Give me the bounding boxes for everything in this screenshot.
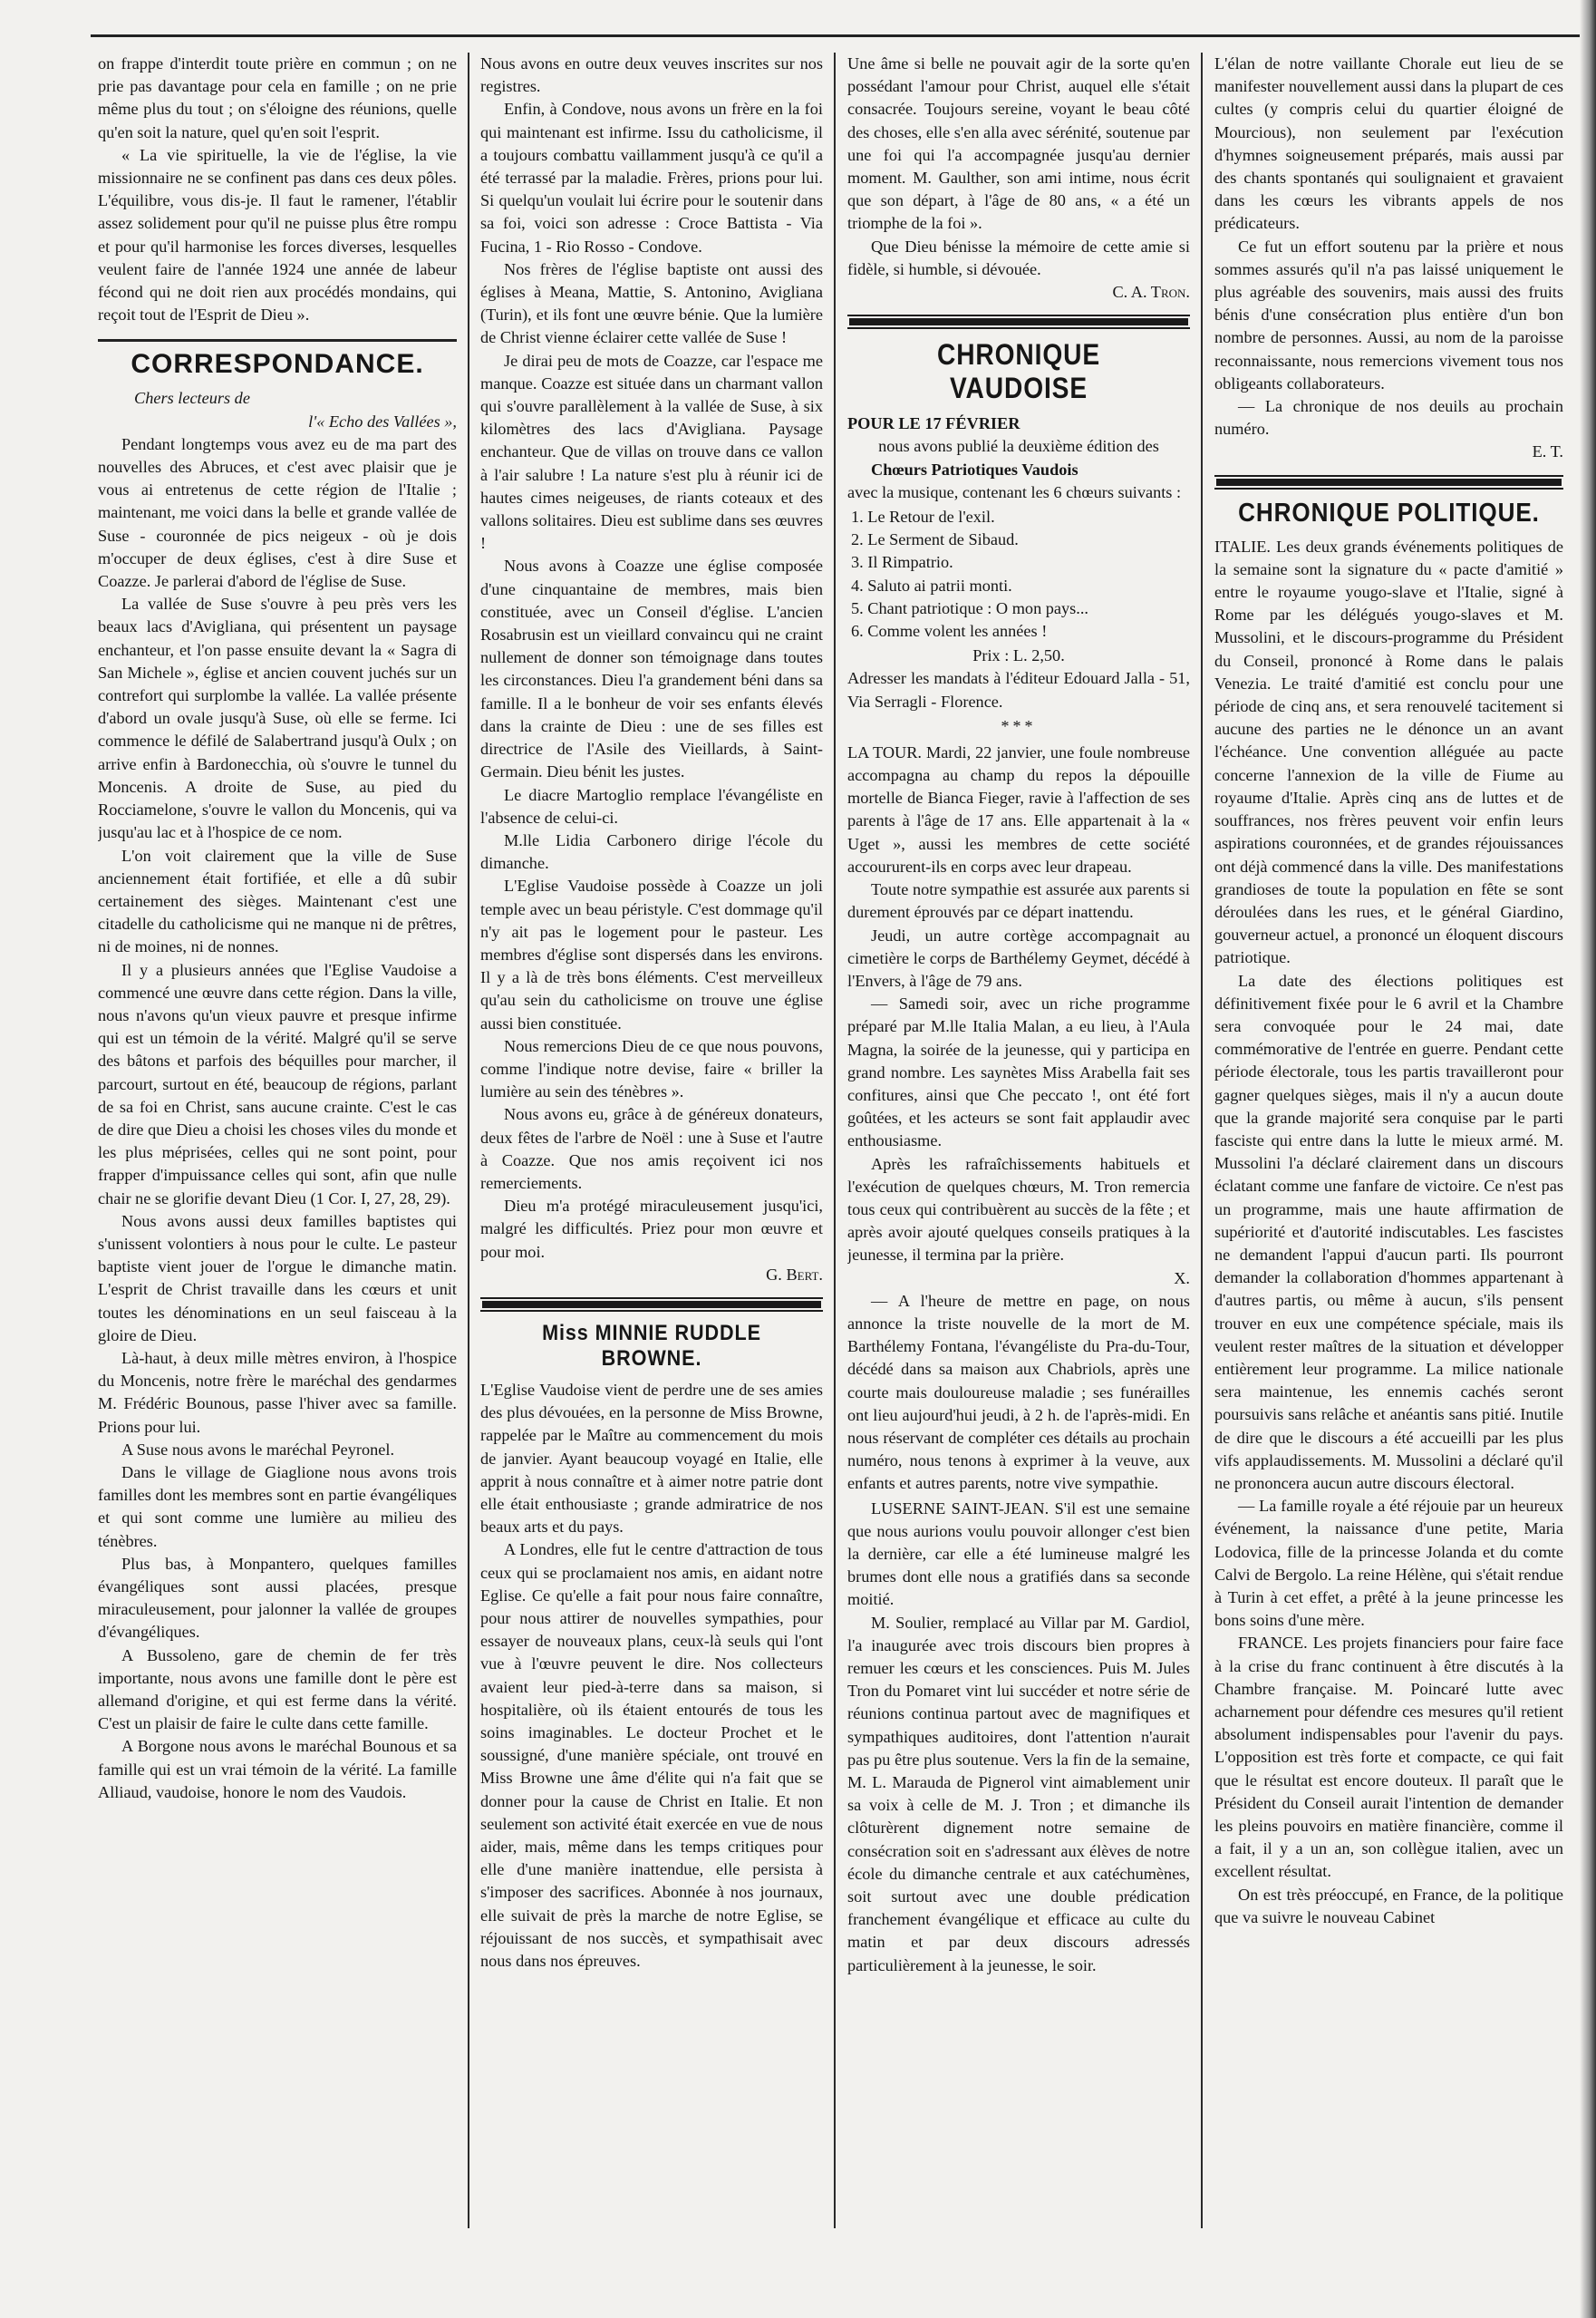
column-4 <box>1214 53 1563 2228</box>
section-rule <box>480 1297 823 1312</box>
signature: C. A. Tron. <box>1112 283 1190 302</box>
paragraph: Pendant longtemps vous avez eu de ma part des nouvelles des Abruces, et c'est avec plaisir que je vous ai entretenus de cette région de l'Italie ; maintenant, me voici dans la belle et grande vallée de Suse - couronnée de pics neigeux - où je dois m'occuper de deux églises, c'est à dire Suse et Coazze. Je parlerai d'abord de l'église de Suse. <box>98 434 457 591</box>
section-rule <box>1214 475 1563 490</box>
song-list <box>847 506 1190 643</box>
paragraph: Nous remercions Dieu de ce que nous pouvons, comme l'indique notre devise, faire « briller la lumière au sein des ténèbres ». <box>480 1036 823 1101</box>
salutation: l'« Echo des Vallées », <box>308 412 457 431</box>
paragraph: L'Eglise Vaudoise vient de perdre une de ses amies des plus dévouées, en la personne de Miss Browne, rappelée par le Maître au commencement du mois de janvier. Ayant beaucoup voyagé en Italie, elle apprit à nous connaître et à aimer notre patrie dont elle était enthousiaste ; grande admiratrice de nos beaux arts et du pays. <box>480 1380 823 1537</box>
paragraph: Plus bas, à Monpantero, quelques familles évangéliques sont aussi placées, presque miraculeusement, pour jalonner la vallée de groupes d'évangéliques. <box>98 1554 457 1642</box>
paragraph: Nos frères de l'église baptiste ont aussi des églises à Meana, Mattie, S. Antonino, Avigliana (Turin), et ils font une œuvre bénie. Que la lumière de Christ vienne éclairer cette vallée de Suse ! <box>480 259 823 347</box>
paragraph: avec la musique, contenant les 6 chœurs suivants : <box>847 482 1182 501</box>
paragraph: Nous avons aussi deux familles baptistes qui s'unissent volontiers à nous pour le culte. Le pasteur baptiste vient jouer de l'orgue le dimanche matin. L'esprit de Christ travaille dans les cœurs et unit toutes les dénominations en un seul faisceau à la gloire de Dieu. <box>98 1211 457 1344</box>
paragraph: Dans le village de Giaglione nous avons trois familles dont les membres sont en partie évangéliques et qui sont comme une lumière au milieu des ténèbres. <box>98 1462 457 1550</box>
paragraph: A Borgone nous avons le maréchal Bounous et sa famille qui est un vrai témoin de la vérité. La famille Alliaud, vaudoise, honore le nom des Vaudois. <box>98 1737 457 1801</box>
paragraph: Je dirai peu de mots de Coazze, car l'espace me manque. Coazze est située dans un charmant vallon qui s'ouvre parallèlement à la vallée de Suse, à six kilomètres des lacs d'Avigliana. Paysage enchanteur. Que de villas on trouve dans ce vallon à l'air salubre ! La nature s'est plu à réunir ici de hautes cimes neigeuses, de riants coteaux et des vallons solitaires. Dieu est sublime dans ses œuvres ! <box>480 351 823 553</box>
paragraph: La vallée de Suse s'ouvre à peu près vers les beaux lacs d'Avigliana, qui présentent un paysage enchanteur, et l'on passe ensuite devant la « Sagra di San Michele », église et ancien couvent juchés sur un contrefort qui surplombe la vallée. La vallée présente d'abord un ovale jusqu'à Suse, où elle se ferme. Ici commence le défilé de Salabertrand jusqu'à Oulx ; on arrive enfin à Bardonecchia, où s'ouvre le tunnel du Moncenis. A droite de Suse, au pied du Rocciamelone, s'ouvre le vallon du Moncenis, qui va jusqu'au lac et à l'hospice de ce nom. <box>98 595 457 842</box>
column-separator <box>1201 53 1203 2228</box>
list-item: 1. Le Retour de l'exil. <box>851 508 995 527</box>
paragraph: Il y a plusieurs années que l'Eglise Vaudoise a commencé une œuvre dans cette région. Dans la ville, nous n'avons qu'un vieux pauvre et presque infirme qui est un témoin de la vérité. Malgré qu'il se serve des bâtons et parfois des béquilles pour marcher, il parcourt, surtout en été, beaucoup de régions, parlant de sa foi en Christ, sans aucune crainte. C'est le cas de dire que Dieu a choisi les choses viles du monde et les plus méprisées, celles qui ne sont point, pour frapper d'impuissance celles qui sont, afin que nulle chair ne se glorifie devant Dieu (1 Cor. I, 27, 28, 29). <box>98 960 457 1207</box>
paragraph: Après les rafraîchissements habituels et l'exécution de quelques chœurs, M. Tron remercia tous ceux qui contribuèrent au succès de la fête ; et après avoir ajouté quelques conseils pratiques à la jeunesse, il termina par la prière. <box>847 1154 1190 1265</box>
top-rule <box>91 34 1596 37</box>
paragraph: Adresser les mandats à l'éditeur Edouard Jalla - 51, Via Serragli - Florence. <box>847 669 1190 711</box>
paragraph: A Bussoleno, gare de chemin de fer très importante, nous avons une famille dont le père est allemand d'origine, et qui est ferme dans la vérité. C'est un plaisir de faire le culte dans cette famille. <box>98 1645 457 1733</box>
paragraph: Nous avons eu, grâce à de généreux donateurs, deux fêtes de l'arbre de Noël : une à Suse et l'autre à Coazze. Que nos amis reçoivent ici nos remerciements. <box>480 1105 823 1192</box>
paragraph: Que Dieu bénisse la mémoire de cette amie si fidèle, si humble, si dévouée. <box>847 237 1190 278</box>
paragraph: — La famille royale a été réjouie par un heureux événement, la naissance d'une petite, Maria Lodovica, fille de la princesse Jolanda et du comte Calvi de Bergolo. La reine Hélène, qui s'était rendue à Turin à cet effet, a prêté à la jeune princesse les bons soins d'une mère. <box>1214 1497 1563 1630</box>
signature: X. <box>1174 1268 1190 1287</box>
salutation: Chers lecteurs de <box>134 389 250 408</box>
correspondance-heading: CORRESPONDANCE. <box>131 349 424 380</box>
paragraph: « La vie spirituelle, la vie de l'église, la vie missionnaire ne se confinent pas dans ces deux pôles. L'équilibre, vous dis-je. Il faut le ramener, l'établir assez solidement pour qu'il ne puisse plus être rompu et pour qu'il harmonise les forces diverses, lesquelles veulent faire de l'année 1924 une année de labeur fécond qui ne doit rien aux procédés mondains, qui reçoit tout de l'Esprit de Dieu ». <box>98 145 457 325</box>
paragraph: Enfin, à Condove, nous avons un frère en la foi qui maintenant est infirme. Issu du catholicisme, il a toujours combattu vaillamment jusqu'à ce qu'il a été terrassé par la maladie. Frères, prions pour lui. Si quelqu'un voulait lui écrire pour le soutenir dans sa foi, voici son adresse : Croce Battista - Via Fucina, 1 - Rio Rosso - Condove. <box>480 100 823 256</box>
paragraph: Nous avons à Coazze une église composée d'une cinquantaine de membres, mais bien constituée, avec un Conseil d'église. L'ancien Rosabrusin est un vieillard convaincu qui ne craint nullement de donner son témoignage dans toutes les circonstances. Dieu l'a grandement béni dans sa famille. Il a le bonheur de voir ses enfants élevés dans la crainte de Dieu : une de ses filles est directrice de l'Asile des Vieillards, à Saint-Germain. Dieu bénit les justes. <box>480 557 823 781</box>
section-rule <box>847 315 1190 329</box>
paragraph: nous avons publié la deuxième édition des <box>878 437 1159 456</box>
paragraph: M. Soulier, remplacé au Villar par M. Gardiol, l'a inaugurée avec trois discours bien propres à remuer les cœurs et les consciences. Puis M. Jules Tron du Pomaret vint lui succéder et notre série de réunions continua partout avec de magnifiques et sympathiques auditoires, dont l'attention n'aurait pas pu être plus soutenue. Vers la fin de la semaine, M. L. Marauda de Pignerol vint aimablement unir sa voix à celle de M. J. Tron ; et dimanche ils clôturèrent dignement notre semaine de consécration soit en s'adressant aux élèves de notre école du dimanche centrale et aux catéchumènes, soit surtout avec une double prédication franchement évangélique et efficace au culte du matin et par deux discours adressés particulièrement à la jeunesse, le soir. <box>847 1613 1190 1974</box>
paragraph: M.lle Lidia Carbonero dirige l'école du dimanche. <box>480 830 823 873</box>
signature: E. T. <box>1532 442 1563 461</box>
paragraph: Le diacre Martoglio remplace l'évangéliste en l'absence de celui-ci. <box>480 785 823 827</box>
section-rule <box>98 339 457 342</box>
paragraph: La date des élections politiques est définitivement fixée pour le 6 avril et la Chambre sera convoquée pour le 24 mai, date commémorative de l'entrée en guerre. Pendant cette période électorale, tous les partis travailleront pour gagner quelques sièges, mais il n'y a aucun doute que la grande majorité sera conquise par le parti fasciste qui entre dans la lutte le mieux armé. M. Mussolini l'a déclaré clairement dans un discours éclatant comme une fanfare de victoire. Ce n'est pas un programme, mais une haute affirmation de supériorité et d'autorité indiscutables. Les fascistes ne demandent l'appui d'aucun parti. Ils pourront demander la collaboration d'hommes appartenant à d'autres partis, ou même à aucun, s'ils pensent trouver en eux une compétence spéciale, mais ils veulent rester maîtres de la situation et développer entièrement leur programme. La milice nationale sera maintenue, les ennemis cachés seront poursuivis sans relâche et anéantis sans pitié. Inutile de dire que le discours a été accueilli par les plus vifs applaudissements. M. Mussolini a déclaré qu'il ne prononcera aucun autre discours électoral. <box>1214 971 1563 1492</box>
column-2 <box>480 53 823 2228</box>
list-item: 4. Saluto ai patrii monti. <box>851 576 1012 595</box>
minnie-browne-heading: Miss MINNIE RUDDLE BROWNE. <box>542 1320 761 1371</box>
list-item: 6. Comme volent les années ! <box>851 622 1048 641</box>
column-separator <box>834 53 836 2228</box>
separator-stars: *** <box>1001 716 1037 735</box>
paragraph: L'élan de notre vaillante Chorale eut lieu de se manifester nouvellement aussi dans la plupart de ces cultes (y compris celui du quartier éloigné de Mourcious), non seulement par l'exécution d'hymnes soigneusement préparés, mais aussi par des chants spontanés qui soulignaient et gravaient dans les cœurs les vibrants appels de nos prédicateurs. <box>1214 54 1563 233</box>
paragraph: Dieu m'a protégé miraculeusement jusqu'ici, malgré les difficultés. Priez pour mon œuvre et pour moi. <box>480 1197 823 1261</box>
list-item: 3. Il Rimpatrio. <box>851 553 953 572</box>
chronique-vaudoise-heading: CHRONIQUE VAUDOISE <box>936 338 1101 405</box>
paragraph: — A l'heure de mettre en page, on nous annonce la triste nouvelle de la mort de M. Barthélemy Fontana, l'évangéliste du Pra-du-Tour, décédé dans sa maison aux Chabriols, après une courte mais douloureuse maladie ; ses funérailles ont lieu aujourd'hui jeudi, à 2 h. de l'après-midi. En nous réservant de compléter ces détails au prochain numéro, nous tenons à exprimer à la veuve, aux enfants et autres parents, notre vive sympathie. <box>847 1291 1190 1493</box>
column-1 <box>98 53 457 2228</box>
paragraph: Nous avons en outre deux veuves inscrites sur nos registres. <box>480 54 823 96</box>
paragraph: — Samedi soir, avec un riche programme préparé par M.lle Italia Malan, a eu lieu, à l'Aula Magna, la soirée de la jeunesse, qui y participa en grand nombre. Les saynètes Miss Arabella fait ses confitures, ainsi que Che peccato !, ont été fort goûtées, et les acteurs se sont fait applaudir avec enthousiasme. <box>847 994 1190 1150</box>
column-separator <box>468 53 469 2228</box>
subheading: Chœurs Patriotiques Vaudois <box>871 460 1079 479</box>
scan-edge-shadow <box>1580 0 1596 2318</box>
subheading: POUR LE 17 FÉVRIER <box>847 414 1020 433</box>
list-item: 2. Le Serment de Sibaud. <box>851 530 1019 549</box>
paragraph: A Londres, elle fut le centre d'attraction de tous ceux qui se proclamaient nos amis, en aidant notre Eglise. Ce qu'elle a fait pour nous faire connaître, pour nous attirer de nouvelles sympathies, pour essayer de nouveaux plans, ceux-là seuls qui l'ont vue à l'œuvre peuvent le dire. Nos collecteurs avaient leur pied-à-terre dans sa maison, si hospitalière, où ils étaient entourés de tous les soins imaginables. Le docteur Prochet et le soussigné, d'une manière spéciale, ont trouvé en Miss Browne une âme d'élite qui n'a fait que se donner pour la cause de Christ en Italie. Et non seulement son activité était exercée en vue de nous aider, mais, même dans les temps critiques pour elle d'une manière inattendue, elle persista à s'imposer des sacrifices. Abonnée à nos journaux, elle suivait de près la marche de notre Eglise, se réjouissant de nos succès, et sympathisait avec nous dans nos épreuves. <box>480 1540 823 1971</box>
paragraph: Ce fut un effort soutenu par la prière et nous sommes assurés qu'il n'a pas laissé uniquement le plus agréable des souvenirs, mais aussi des fruits bénis d'une consécration plus entière d'un bon nombre de personnes. Aussi, au nom de la paroisse reconnaissante, nous remercions vivement tous nos obligeants collaborateurs. <box>1214 237 1563 393</box>
paragraph: on frappe d'interdit toute prière en commun ; on ne prie pas davantage pour cela en famille ; on ne prie même plus du tout ; on s'éloigne des réunions, quelle qu'en soit la nature, quel qu'en soit l'esprit. <box>98 54 457 141</box>
paragraph: Jeudi, un autre cortège accompagnait au cimetière le corps de Barthélemy Geymet, décédé à l'Envers, à l'âge de 79 ans. <box>847 926 1190 990</box>
chronique-politique-heading: CHRONIQUE POLITIQUE. <box>1238 498 1540 528</box>
paragraph: — La chronique de nos deuils au prochain numéro. <box>1214 397 1563 439</box>
paragraph: On est très préoccupé, en France, de la politique que va suivre le nouveau Cabinet <box>1214 1885 1563 1926</box>
paragraph: FRANCE. Les projets financiers pour faire face à la crise du franc continuent à être discutés à la Chambre française. M. Poincaré lutte avec acharnement pour défendre ces mesures qu'il retient absolument indispensables pour l'avenir du pays. L'opposition est très forte et compacte, ce qui fait que le résultat est encore douteux. Il paraît que le Président du Conseil aurait l'intention de demander les pleins pouvoirs en matière financière, comme il a fait, il y a un an, son collègue italien, avec un excellent résultat. <box>1214 1634 1563 1881</box>
column-3 <box>847 53 1190 2228</box>
price: Prix : L. 2,50. <box>972 646 1065 665</box>
paragraph: LA TOUR. Mardi, 22 janvier, une foule nombreuse accompagna au champ du repos la dépouille mortelle de Bianca Fieger, ravie à l'affection de ses parents à l'âge de 17 ans. Elle appartenait à la « Uget », aussi les membres de cette société accoururent-ils en corps avec leur drapeau. <box>847 742 1190 876</box>
paragraph: LUSERNE SAINT-JEAN. S'il est une semaine que nous aurions voulu pouvoir allonger c'est bien la dernière, car elle a été lumineuse malgré les brumes dont elle nous a gratifiés dans sa seconde moitié. <box>847 1498 1190 1609</box>
signature: G. Bert. <box>766 1265 823 1284</box>
list-item: 5. Chant patriotique : O mon pays... <box>851 598 1088 617</box>
paragraph: A Suse nous avons le maréchal Peyronel. <box>121 1440 395 1459</box>
paragraph: ITALIE. Les deux grands événements politiques de la semaine sont la signature du « pacte d'amitié » entre le royaume yougo-slave et l'Italie, signé à Rome par les délégués yougo-slaves et M. Mussolini, et le discours-programme du Président du Conseil, prononcé à Rome dans le palais Venezia. Le traité d'amitié est conclu pour une période de cinq ans, et sera renouvelé tacitement si aucune des parties ne le dénonce un an avant l'échéance. Une convention alléguée au pacte concerne l'annexion de la ville de Fiume au royaume d'Italie. Après cinq ans de luttes et de souffrances, nos frères peuvent voir enfin leurs aspirations couronnées, et de grandes réjouissances ont déjà commencé dans la ville. Des manifestations grandioses de toute la population en fête se sont déroulées dans les rues, et le général Giardino, gouverneur actuel, a prononcé un éloquent discours patriotique. <box>1214 537 1563 967</box>
paragraph: Une âme si belle ne pouvait agir de la sorte qu'en possédant l'amour pour Christ, auquel elle s'était consacrée. Toujours sereine, voyant le beau côté des choses, elle s'en alla avec sérénité, soutenue par une foi qui l'a accompagnée jusqu'au dernier moment. M. Gaulther, son ami intime, nous écrit que son départ, à l'âge de 80 ans, « a été un triomphe de la foi ». <box>847 54 1190 233</box>
paragraph: Toute notre sympathie est assurée aux parents si durement éprouvés par ce départ inattendu. <box>847 880 1190 922</box>
paragraph: Là-haut, à deux mille mètres environ, à l'hospice du Moncenis, notre frère le maréchal des gendarmes M. Frédéric Bounous, passe l'hiver avec sa famille. Prions pour lui. <box>98 1348 457 1436</box>
paragraph: L'Eglise Vaudoise possède à Coazze un joli temple avec un beau péristyle. C'est dommage qu'il n'y ait pas le logement pour le pasteur. Les membres d'église sont dispersés dans les environs. Il y a là de très bons éléments. C'est merveilleux qu'au sein du catholicisme on trouve une église aussi bien constituée. <box>480 877 823 1033</box>
paragraph: L'on voit clairement que la ville de Suse anciennement était fortifiée, et elle a dû subir certainement des sièges. Maintenant c'est une citadelle du catholicisme qui ne manque ni de prêtres, ni de moines, ni de nonnes. <box>98 846 457 956</box>
